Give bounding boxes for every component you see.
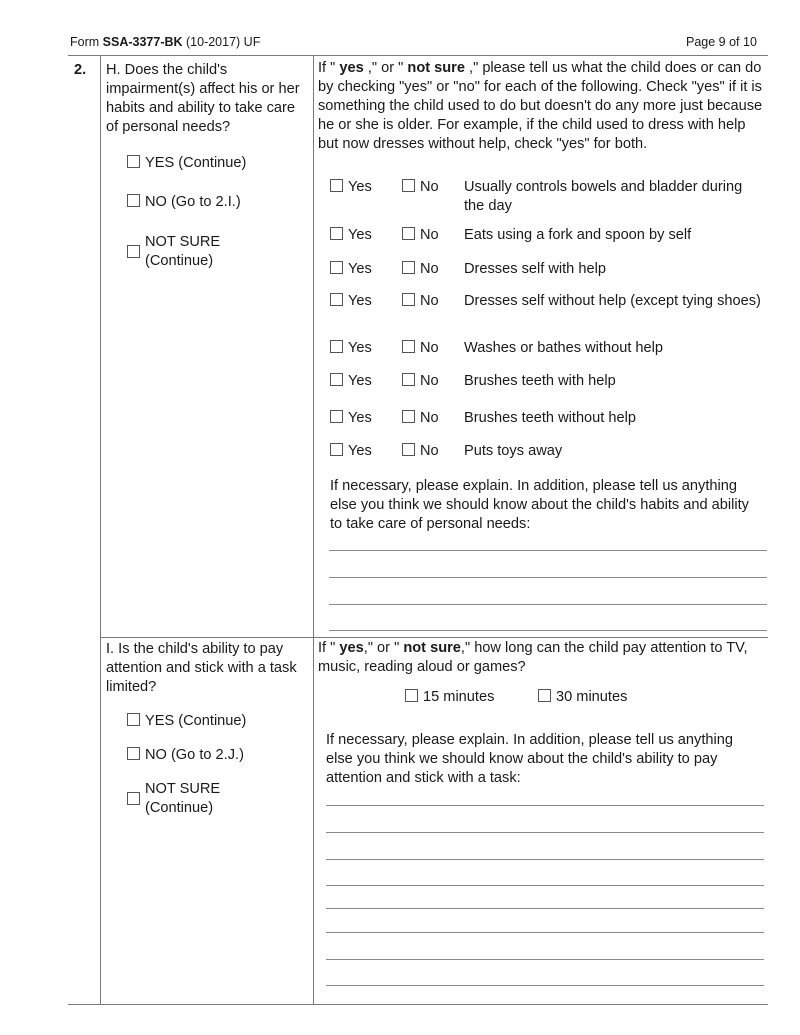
yes-label: Yes — [348, 293, 372, 309]
checkbox[interactable] — [330, 373, 343, 386]
checkbox[interactable] — [127, 155, 140, 168]
answer-line[interactable] — [329, 577, 767, 578]
option-label-sub: (Continue) — [145, 253, 214, 269]
checkbox[interactable] — [127, 792, 140, 805]
habit-description: Brushes teeth without help — [464, 410, 636, 426]
answer-line[interactable] — [326, 932, 764, 933]
yes-option[interactable] — [330, 178, 372, 197]
checkbox[interactable] — [402, 410, 415, 423]
no-label: No — [420, 410, 439, 426]
checkbox[interactable] — [402, 261, 415, 274]
yes-option[interactable] — [330, 372, 372, 391]
option-label: NOT SURE — [145, 781, 221, 797]
yes-option[interactable] — [330, 339, 372, 358]
checkbox[interactable] — [402, 293, 415, 306]
no-option[interactable] — [402, 292, 439, 311]
checkbox[interactable] — [402, 373, 415, 386]
duration-label: 15 minutes — [423, 689, 495, 705]
answer-line[interactable] — [326, 859, 764, 860]
duration-label: 30 minutes — [556, 689, 628, 705]
text: If " — [318, 60, 336, 76]
text: If " — [318, 640, 336, 656]
column-divider-left — [100, 55, 101, 1005]
no-option[interactable] — [402, 339, 439, 358]
explain-i: If necessary, please explain. In addition, please tell us anything else you think we should know about the child's ability to pay attention and stick with a task: — [326, 732, 733, 786]
yes-label: Yes — [348, 443, 372, 459]
checkbox[interactable] — [127, 713, 140, 726]
checkbox[interactable] — [330, 293, 343, 306]
checkbox[interactable] — [402, 179, 415, 192]
checkbox[interactable] — [402, 443, 415, 456]
answer-line[interactable] — [326, 885, 764, 886]
column-divider-middle — [313, 55, 314, 1005]
checkbox[interactable] — [127, 245, 140, 258]
page-number: Page 9 of 10 — [686, 35, 757, 49]
duration-30-minutes[interactable] — [538, 688, 627, 707]
checkbox[interactable] — [330, 410, 343, 423]
question-i: I. Is the child's ability to pay attention and stick with a task limited? — [106, 641, 297, 695]
text: ," or " — [367, 60, 404, 76]
checkbox[interactable] — [330, 227, 343, 240]
section-divider — [100, 637, 768, 638]
habit-description: Dresses self with help — [464, 261, 606, 277]
option-label-sub: (Continue) — [145, 800, 214, 816]
answer-line[interactable] — [329, 604, 767, 605]
yes-option[interactable] — [330, 292, 372, 311]
checkbox[interactable] — [127, 194, 140, 207]
text: ," please tell us what the child does or can do by checking "yes" or "no" for each of the following. Check "yes" if it is something the child used to do but doesn't do any more just because he or she is older. For example, if the child used to dress with help but now dresses without help, check "yes" for both. — [318, 60, 763, 152]
instructions-h — [318, 59, 768, 154]
duration-15-minutes[interactable] — [405, 688, 494, 707]
yes-option[interactable] — [330, 409, 372, 428]
emphasis-yes: yes — [335, 60, 368, 76]
yes-label: Yes — [348, 410, 372, 426]
no-option[interactable] — [402, 409, 439, 428]
habit-description: Washes or bathes without help — [464, 340, 664, 356]
no-label: No — [420, 443, 439, 459]
answer-line[interactable] — [326, 985, 764, 986]
option-label: YES (Continue) — [145, 713, 247, 729]
checkbox[interactable] — [402, 340, 415, 353]
habit-description: Puts toys away — [464, 443, 563, 459]
yes-label: Yes — [348, 227, 372, 243]
no-label: No — [420, 261, 439, 277]
yes-label: Yes — [348, 340, 372, 356]
yes-label: Yes — [348, 373, 372, 389]
checkbox[interactable] — [538, 689, 551, 702]
no-option[interactable] — [402, 226, 439, 245]
emphasis-not-sure: not sure — [403, 60, 470, 76]
option-label: YES (Continue) — [145, 155, 247, 171]
habit-description: Brushes teeth with help — [464, 373, 616, 389]
option-label: NO (Go to 2.J.) — [145, 747, 244, 763]
answer-line[interactable] — [326, 959, 764, 960]
instructions-i — [318, 639, 768, 677]
question-h: H. Does the child's impairment(s) affect his or her habits and ability to take care of personal needs? — [106, 62, 300, 135]
checkbox[interactable] — [330, 179, 343, 192]
no-label: No — [420, 373, 439, 389]
answer-line[interactable] — [329, 630, 767, 631]
answer-line[interactable] — [329, 550, 767, 551]
emphasis-yes: yes — [335, 640, 364, 656]
explain-h: If necessary, please explain. In addition, please tell us anything else you think we should know about the child's habits and ability to take care of personal needs: — [330, 478, 749, 532]
form-revision: (10-2017) UF — [182, 35, 261, 49]
checkbox[interactable] — [330, 443, 343, 456]
no-option[interactable] — [402, 372, 439, 391]
checkbox[interactable] — [330, 261, 343, 274]
checkbox[interactable] — [330, 340, 343, 353]
yes-option[interactable] — [330, 442, 372, 461]
no-option[interactable] — [402, 442, 439, 461]
yes-label: Yes — [348, 179, 372, 195]
option-label: NO (Go to 2.I.) — [145, 194, 241, 210]
no-label: No — [420, 293, 439, 309]
emphasis-not-sure: not sure — [399, 640, 461, 656]
form-number: SSA-3377-BK — [102, 35, 183, 49]
no-label: No — [420, 227, 439, 243]
table-top-border — [68, 55, 768, 56]
option-h-no[interactable] — [127, 193, 241, 212]
form-prefix: Form — [70, 35, 103, 49]
table-bottom-border — [68, 1004, 768, 1005]
yes-option[interactable] — [330, 260, 372, 279]
no-label: No — [420, 179, 439, 195]
checkbox[interactable] — [405, 689, 418, 702]
yes-option[interactable] — [330, 226, 372, 245]
no-option[interactable] — [402, 260, 439, 279]
question-number: 2. — [74, 62, 87, 78]
option-i-yes[interactable] — [127, 712, 246, 731]
answer-line[interactable] — [326, 805, 764, 806]
yes-label: Yes — [348, 261, 372, 277]
option-i-no[interactable] — [127, 746, 244, 765]
text: ," or " — [363, 640, 400, 656]
answer-line[interactable] — [326, 832, 764, 833]
no-option[interactable] — [402, 178, 439, 197]
habit-description: Usually controls bowels and bladder during the day — [464, 179, 743, 214]
option-h-yes[interactable] — [127, 154, 246, 173]
checkbox[interactable] — [402, 227, 415, 240]
option-label: NOT SURE — [145, 234, 221, 250]
form-id — [70, 33, 260, 52]
text: ," how long can the child pay attention to TV, music, reading aloud or games? — [318, 640, 748, 675]
no-label: No — [420, 340, 439, 356]
habit-description: Dresses self without help (except tying shoes) — [464, 293, 761, 309]
answer-line[interactable] — [326, 908, 764, 909]
habit-description: Eats using a fork and spoon by self — [464, 227, 692, 243]
checkbox[interactable] — [127, 747, 140, 760]
